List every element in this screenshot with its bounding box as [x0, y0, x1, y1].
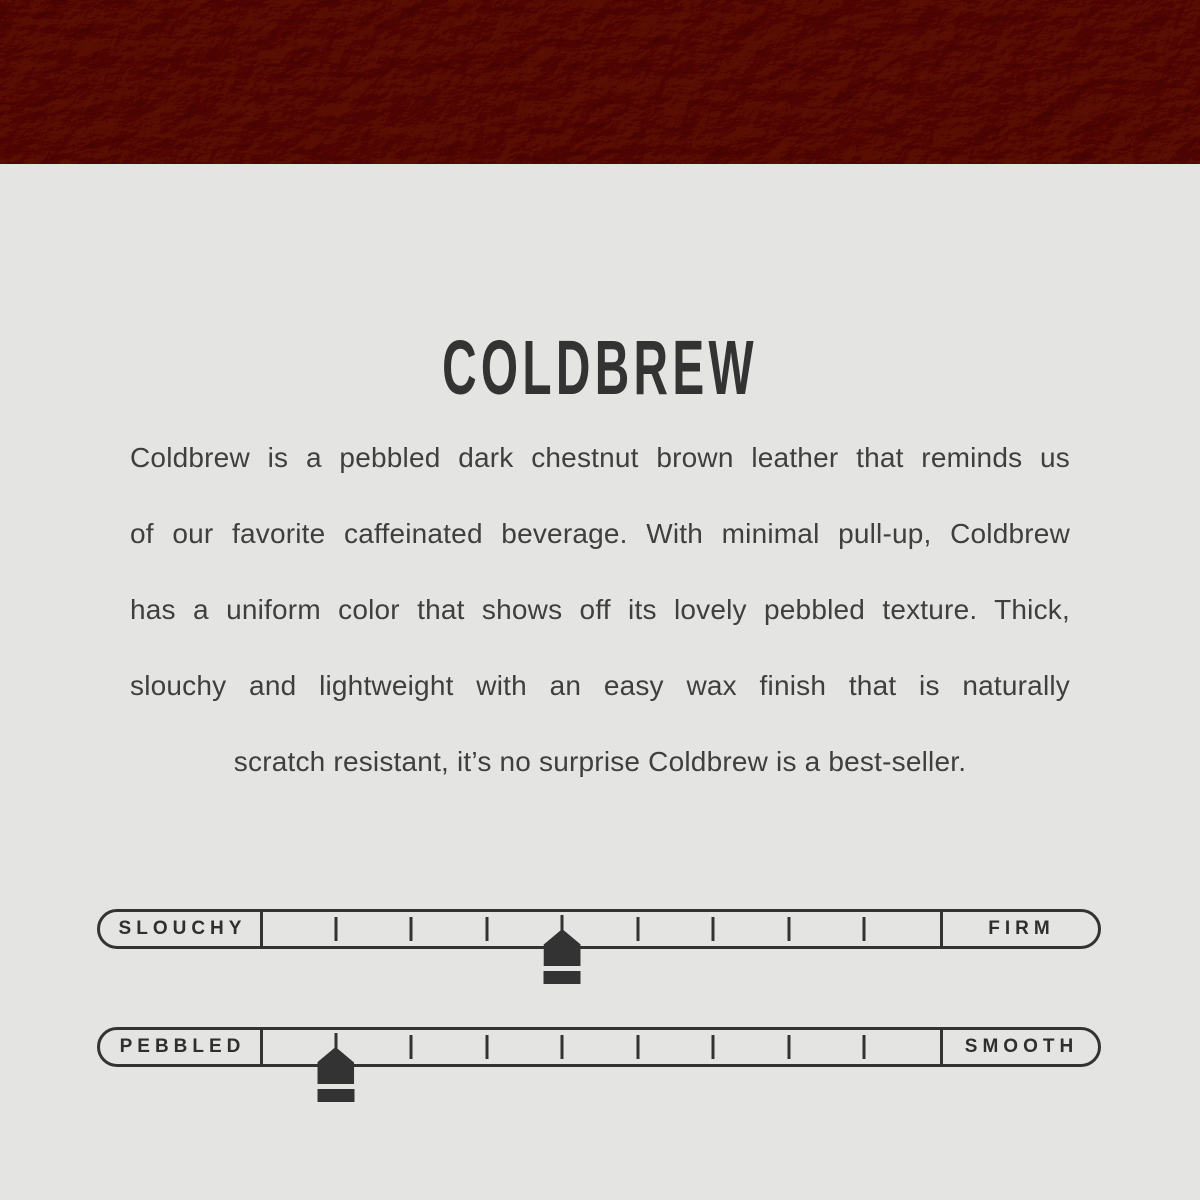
- scale-divider: [260, 1030, 263, 1064]
- leather-texture-image: [0, 0, 1200, 164]
- slider-marker-icon[interactable]: [317, 1033, 354, 1102]
- scale-tick: [712, 1035, 715, 1059]
- scale-tick: [485, 1035, 488, 1059]
- scale-tick: [561, 1035, 564, 1059]
- scale-tick: [485, 917, 488, 941]
- scale-tick: [712, 917, 715, 941]
- scale-tick: [410, 917, 413, 941]
- slider-left-label: PEBBLED: [119, 1036, 246, 1057]
- slider-marker-icon[interactable]: [544, 915, 581, 984]
- scale-tick: [787, 1035, 790, 1059]
- marker-bar: [317, 1089, 354, 1102]
- scale-tick: [410, 1035, 413, 1059]
- description-paragraph: [130, 420, 1070, 800]
- pentagon-pointer-icon: [544, 929, 581, 966]
- description-line: has a uniform color that shows off its lovely pebbled texture. Thick,: [130, 594, 1070, 625]
- scale-tick: [636, 917, 639, 941]
- scale-tick: [863, 917, 866, 941]
- scale-tick: [334, 917, 337, 941]
- scale-tick: [636, 1035, 639, 1059]
- scale-divider: [260, 912, 263, 946]
- scale-divider: [940, 1030, 943, 1064]
- slider-right-label: FIRM: [988, 918, 1055, 939]
- scale-tick: [863, 1035, 866, 1059]
- slider-pebbled-smooth: [97, 1027, 1101, 1067]
- slider-left-label: SLOUCHY: [118, 918, 247, 939]
- marker-bar: [544, 971, 581, 984]
- marker-stem: [334, 1033, 337, 1047]
- description-line: scratch resistant, it’s no surprise Coldbrew is a best-seller.: [233, 746, 967, 777]
- scale-tick: [787, 917, 790, 941]
- description-line: of our favorite caffeinated beverage. With minimal pull-up, Coldbrew: [130, 518, 1070, 549]
- leather-texture-svg: [0, 0, 1200, 164]
- description-line: slouchy and lightweight with an easy wax finish that is naturally: [130, 670, 1070, 701]
- description-line: Coldbrew is a pebbled dark chestnut brown leather that reminds us: [130, 442, 1070, 473]
- pentagon-pointer-icon: [317, 1047, 354, 1084]
- scale-divider: [940, 912, 943, 946]
- page-title: COLDBREW: [442, 324, 758, 411]
- slider-right-label: SMOOTH: [964, 1036, 1079, 1057]
- marker-stem: [561, 915, 564, 929]
- slider-slouchy-firm: [97, 909, 1101, 949]
